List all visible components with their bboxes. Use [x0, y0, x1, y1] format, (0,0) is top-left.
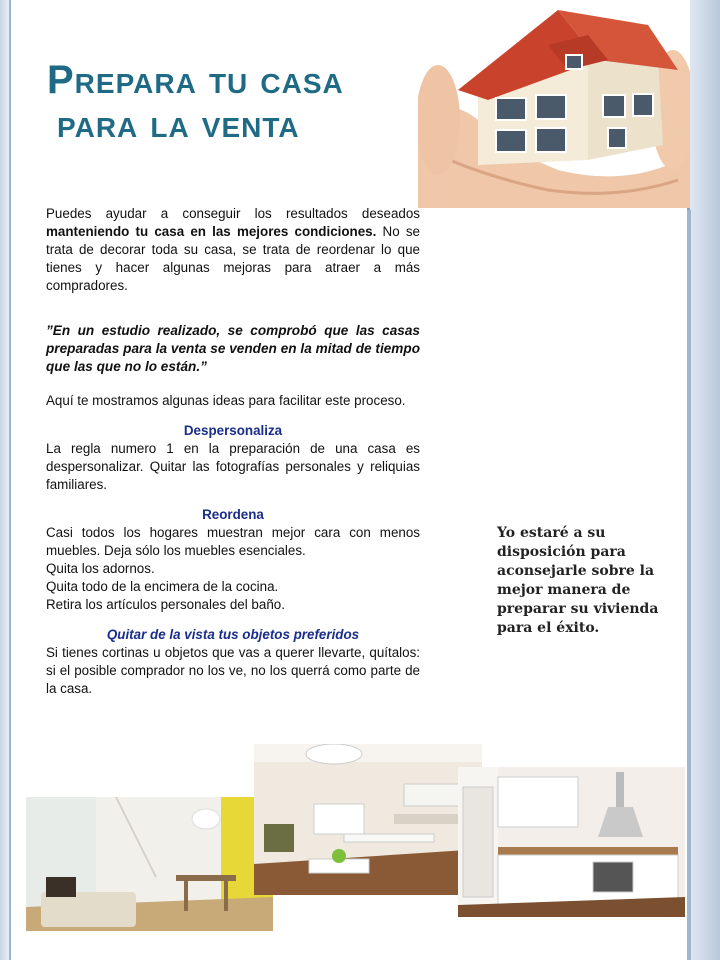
intro-text-1: Puedes ayudar a conseguir los resultados deseados [46, 206, 420, 221]
heading-reordena: Reordena [202, 507, 264, 522]
title-line-1: Prepara tu casa [47, 58, 344, 102]
quitar-text: Si tienes cortinas u objetos que vas a querer llevarte, quítalos: si el posible comprador no los ve, no los querrá como parte de la casa. [46, 645, 420, 696]
study-quote: ”En un estudio realizado, se comprobó que las casas preparadas para la venta se venden en la mitad de tiempo que las que no lo están.” [46, 323, 420, 374]
main-text-column [46, 205, 420, 698]
title-line-2: para la venta [57, 102, 300, 146]
house-in-hands-image [418, 0, 690, 208]
reordena-line-3: Quita todo de la encimera de la cocina. [46, 579, 279, 594]
living-room-photo [26, 797, 273, 931]
inner-divider-line [687, 210, 691, 960]
heading-quitar-de-la-vista: Quitar de la vista tus objetos preferidos [106, 627, 360, 642]
kitchen-dining-photo [254, 744, 482, 895]
heading-despersonaliza: Despersonaliza [183, 423, 283, 438]
advisor-side-note: Yo estaré a su disposición para aconsejarle sobre la mejor manera de preparar su vivienda para el éxito. [497, 525, 659, 636]
white-kitchen-photo [458, 767, 685, 917]
reordena-line-1: Casi todos los hogares muestran mejor cara con menos muebles. Deja sólo los muebles esenciales. [46, 525, 420, 558]
despersonaliza-text: La regla numero 1 en la preparación de una casa es despersonalizar. Quitar las fotografías personales y reliquias familiares. [46, 441, 420, 492]
reordena-line-2: Quita los adornos. [46, 561, 155, 576]
reordena-line-4: Retira los artículos personales del baño. [46, 597, 285, 612]
intro-text-2: No se trata de decorar toda su casa, se trata de reordenar lo que tienes y hacer algunas mejoras para atraer a más compradores. [46, 224, 421, 293]
page-title [47, 56, 344, 144]
left-border [0, 0, 9, 960]
left-border-line [9, 0, 11, 960]
ideas-paragraph: Aquí te mostramos algunas ideas para facilitar este proceso. [46, 393, 406, 408]
intro-paragraph [46, 205, 420, 295]
right-border [690, 0, 720, 960]
intro-bold-text: manteniendo tu casa en las mejores condiciones. [46, 224, 377, 239]
